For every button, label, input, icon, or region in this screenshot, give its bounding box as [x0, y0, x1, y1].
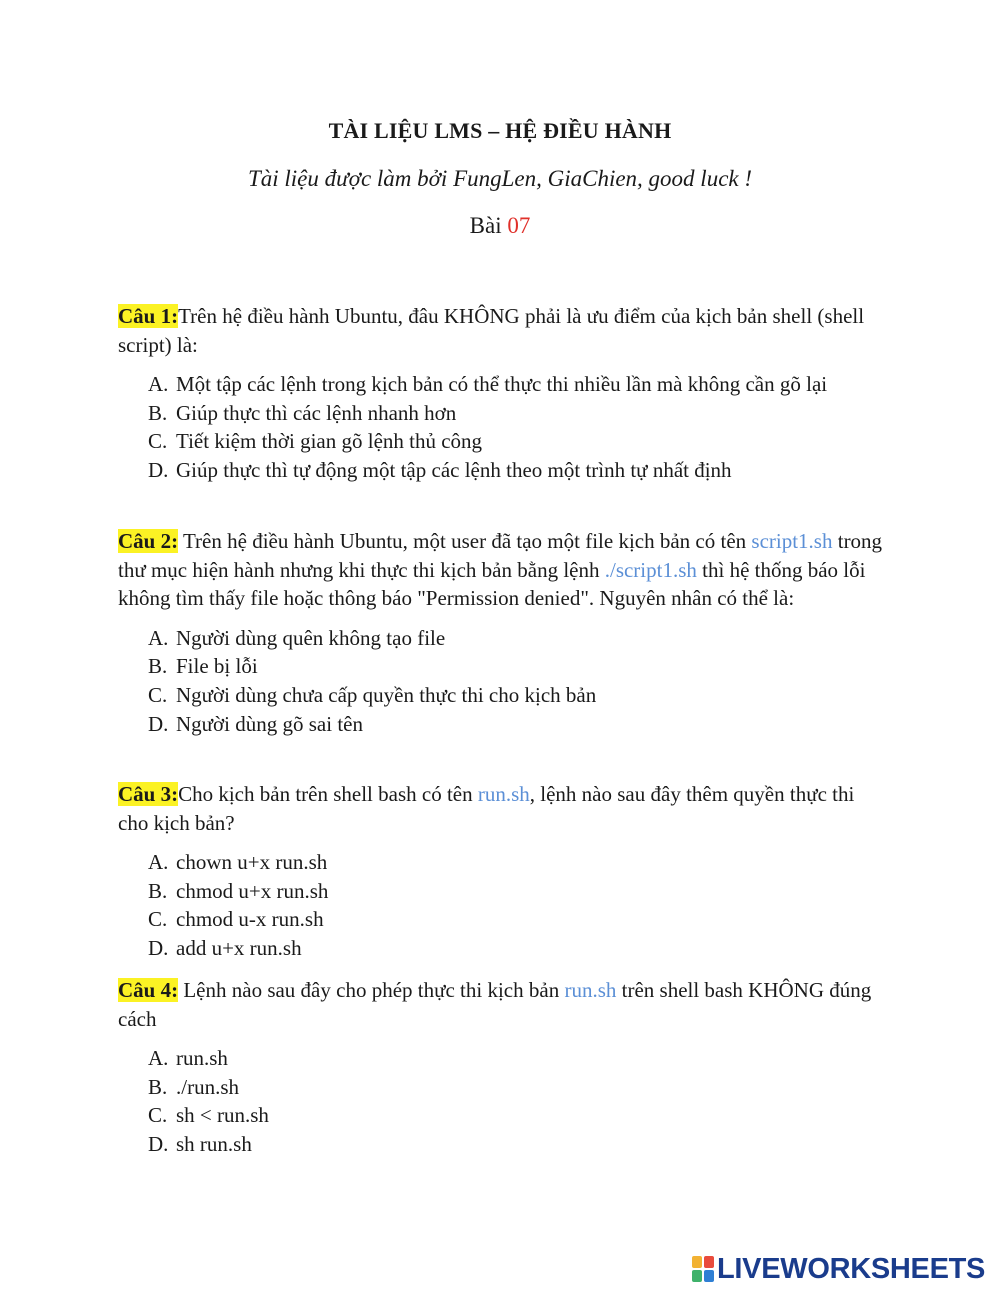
option-c[interactable]: C. chmod u-x run.sh — [148, 907, 324, 932]
question-text: Câu 2: Trên hệ điều hành Ubuntu, một user đã tạo một file kịch bản có tên script1.sh trong thư mục hiện hành nhưng khi thực thi kịch bản bằng lệnh ./script1.sh thì hệ thống báo lỗi không tìm thấy file hoặc thông báo "Permission denied". Nguyên nhân có thể là: — [118, 529, 883, 611]
option-b[interactable]: B. File bị lỗi — [148, 654, 258, 679]
question-1 — [118, 302, 888, 485]
document-subtitle: Tài liệu được làm bởi FungLen, GiaChien, good luck ! — [247, 166, 753, 191]
question-label: Câu 1: — [118, 304, 179, 328]
option-a[interactable]: A. Một tập các lệnh trong kịch bản có thể thực thi nhiều lần mà không cần gõ lại — [148, 372, 828, 397]
code-filename: run.sh — [477, 782, 530, 806]
question-text: Câu 3:Cho kịch bản trên shell bash có tên run.sh, lệnh nào sau đây thêm quyền thực thi cho kịch bản? — [118, 782, 855, 835]
logo-text: LIVEWORKSHEETS — [717, 1252, 986, 1285]
question-3 — [118, 780, 888, 963]
option-b[interactable]: B. Giúp thực thì các lệnh nhanh hơn — [148, 400, 457, 425]
question-label: Câu 3: — [118, 782, 179, 806]
question-label: Câu 2: — [118, 529, 179, 553]
logo-tile — [692, 1270, 702, 1282]
code-filename: script1.sh — [751, 529, 833, 553]
option-c[interactable]: C. Người dùng chưa cấp quyền thực thi cho kịch bản — [148, 682, 597, 707]
logo-tile — [692, 1256, 702, 1268]
lesson-number: 07 — [507, 213, 531, 238]
option-c[interactable]: C. sh < run.sh — [148, 1103, 269, 1128]
document-title: TÀI LIỆU LMS – HỆ ĐIỀU HÀNH — [328, 118, 672, 143]
code-command: ./script1.sh — [604, 557, 697, 582]
options-list — [118, 848, 888, 962]
option-c[interactable]: C. Tiết kiệm thời gian gõ lệnh thủ công — [148, 429, 483, 454]
logo-tile — [704, 1256, 714, 1268]
options-list — [118, 370, 888, 484]
question-label: Câu 4: — [118, 978, 179, 1002]
option-b[interactable]: B. ./run.sh — [148, 1074, 239, 1099]
question-text: Câu 4: Lệnh nào sau đây cho phép thực thi kịch bản run.sh trên shell bash KHÔNG đúng cách — [118, 978, 872, 1031]
liveworksheets-logo-icon — [692, 1256, 714, 1282]
question-2 — [118, 527, 888, 738]
logo-tile — [704, 1270, 714, 1282]
option-d[interactable]: D. add u+x run.sh — [148, 935, 302, 960]
question-4 — [118, 976, 888, 1159]
option-d[interactable]: D. Người dùng gõ sai tên — [148, 711, 363, 736]
option-d[interactable]: D. sh run.sh — [148, 1131, 252, 1156]
options-list — [118, 624, 888, 738]
lesson-prefix: Bài — [469, 213, 508, 238]
option-a[interactable]: A. chown u+x run.sh — [148, 850, 328, 875]
options-list — [118, 1044, 888, 1158]
lesson-heading — [0, 213, 1000, 239]
option-a[interactable]: A. run.sh — [148, 1046, 228, 1071]
question-text: Câu 1:Trên hệ điều hành Ubuntu, đâu KHÔNG phải là ưu điểm của kịch bản shell (shell script) là: — [118, 304, 865, 357]
option-b[interactable]: B. chmod u+x run.sh — [148, 878, 329, 903]
liveworksheets-logo[interactable] — [692, 1254, 985, 1284]
option-d[interactable]: D. Giúp thực thì tự động một tập các lệnh theo một trình tự nhất định — [148, 457, 732, 482]
code-filename: run.sh — [564, 978, 617, 1002]
option-a[interactable]: A. Người dùng quên không tạo file — [148, 625, 446, 650]
